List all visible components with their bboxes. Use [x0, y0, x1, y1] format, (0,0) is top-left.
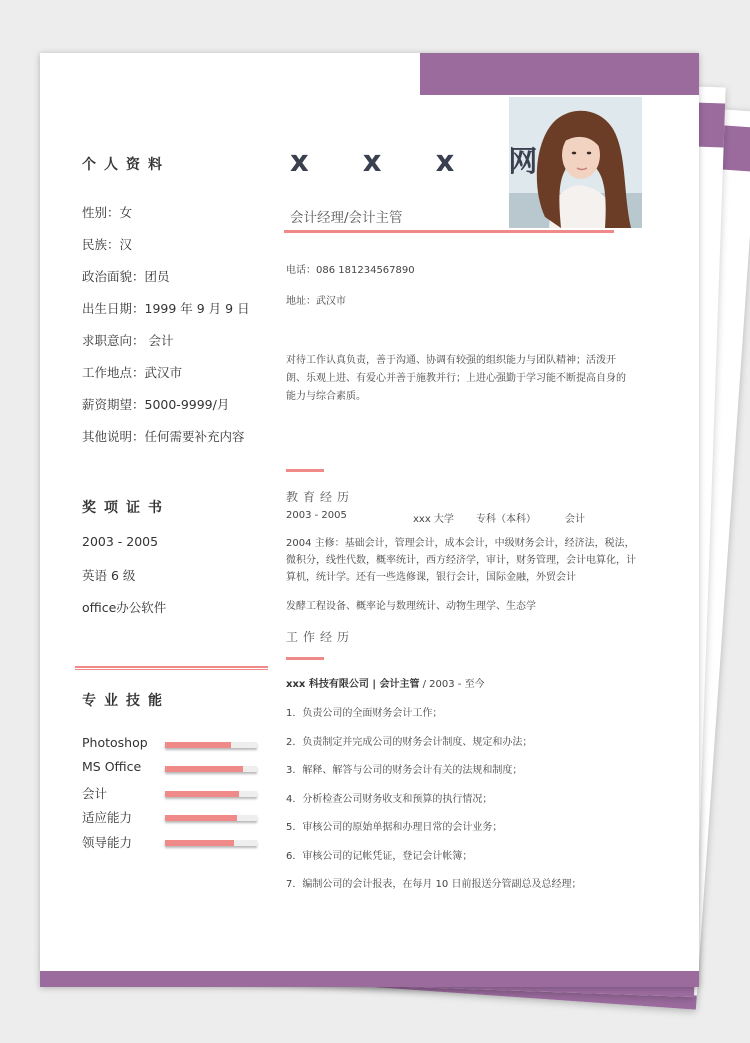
work-heading: 工作经历	[286, 630, 355, 644]
skill-label: 会计	[82, 786, 108, 801]
education-period: 2003 - 2005	[286, 510, 347, 521]
work-duty: 5．审核公司的原始单据和办理日常的会计业务；	[286, 822, 503, 833]
skill-bar	[165, 840, 257, 846]
awards-heading: 奖项证书	[82, 500, 170, 516]
skill-label: MS Office	[82, 759, 142, 774]
work-duty: 3．解释、解答与公司的财务会计有关的法规和制度；	[286, 765, 523, 776]
skill-bar-fill	[165, 815, 237, 821]
award-item: office办公软件	[82, 600, 167, 615]
education-heading: 教育经历	[286, 490, 355, 504]
profile-item: 求职意向： 会计	[82, 333, 174, 348]
work-accent-line	[286, 657, 324, 660]
resume-page	[40, 53, 699, 987]
skill-label: Photoshop	[82, 735, 148, 750]
skill-label: 适应能力	[82, 810, 133, 825]
education-major: 会计	[565, 514, 585, 525]
profile-item: 性别：女	[82, 205, 133, 220]
skill-bar-fill	[165, 742, 231, 748]
address-text: 地址：武汉市	[286, 296, 346, 307]
education-row	[286, 510, 626, 524]
award-item: 英语 6 级	[82, 568, 136, 583]
skills-heading: 专业技能	[82, 693, 170, 709]
profile-item: 政治面貌：团员	[82, 269, 170, 284]
skill-bar-fill	[165, 766, 243, 772]
top-accent-band	[420, 53, 699, 95]
title-underline	[284, 230, 614, 233]
left-divider	[75, 666, 268, 670]
profile-item: 民族：汉	[82, 237, 133, 252]
skill-bar-fill	[165, 791, 239, 797]
self-introduction: 对待工作认真负责，善于沟通、协调有较强的组织能力与团队精神；活泼开朗、乐观上进、有爱心并善于施教并行；上进心强勤于学习能不断提高自身的能力与综合素质。	[286, 355, 626, 402]
candidate-name: x x x 网	[290, 144, 560, 178]
award-item: 2003 - 2005	[82, 534, 159, 549]
skill-label: 领导能力	[82, 835, 133, 850]
profile-heading: 个人资料	[82, 157, 170, 173]
profile-item: 薪资期望：5000-9999/月	[82, 397, 230, 412]
work-company-role: xxx 科技有限公司 | 会计主管	[286, 679, 420, 690]
work-title-line	[286, 675, 485, 690]
education-courses: 2004 主修：基础会计，管理会计，成本会计，中级财务会计，经济法，税法，微积分，线性代数，概率统计，西方经济学，审计，财务管理，会计电算化，计算机，统计学。还有一些选修课，银行会计，国际金融，外贸会计	[286, 538, 636, 583]
skill-bar	[165, 766, 257, 772]
work-duty: 7．编制公司的会计报表，在每月 10 日前报送分管副总及总经理；	[286, 879, 582, 890]
work-duty: 4．分析检查公司财务收支和预算的执行情况；	[286, 794, 493, 805]
work-duty: 1．负责公司的全面财务会计工作；	[286, 708, 443, 719]
skill-bar	[165, 815, 257, 821]
profile-item: 出生日期：1999 年 9 月 9 日	[82, 301, 250, 316]
job-title: 会计经理/会计主管	[290, 210, 403, 226]
profile-item: 工作地点：武汉市	[82, 365, 183, 380]
bottom-accent-band	[40, 971, 699, 987]
work-period: / 2003 - 至今	[419, 679, 485, 690]
profile-item: 其他说明：任何需要补充内容	[82, 429, 245, 444]
education-degree: 专科（本科）	[476, 514, 536, 525]
work-duty: 2．负责制定并完成公司的财务会计制度、规定和办法；	[286, 737, 533, 748]
back-sheet-tab	[720, 125, 750, 171]
work-duty: 6．审核公司的记帐凭证，登记会计帐簿；	[286, 851, 473, 862]
education-extra-courses: 发酵工程设备、概率论与数理统计、动物生理学、生态学	[286, 601, 536, 612]
skill-bar	[165, 791, 257, 797]
education-accent-line	[286, 469, 324, 472]
education-school: xxx 大学	[413, 514, 454, 525]
skill-bar-fill	[165, 840, 234, 846]
phone-text: 电话：086 181234567890	[286, 265, 415, 276]
skill-bar	[165, 742, 257, 748]
